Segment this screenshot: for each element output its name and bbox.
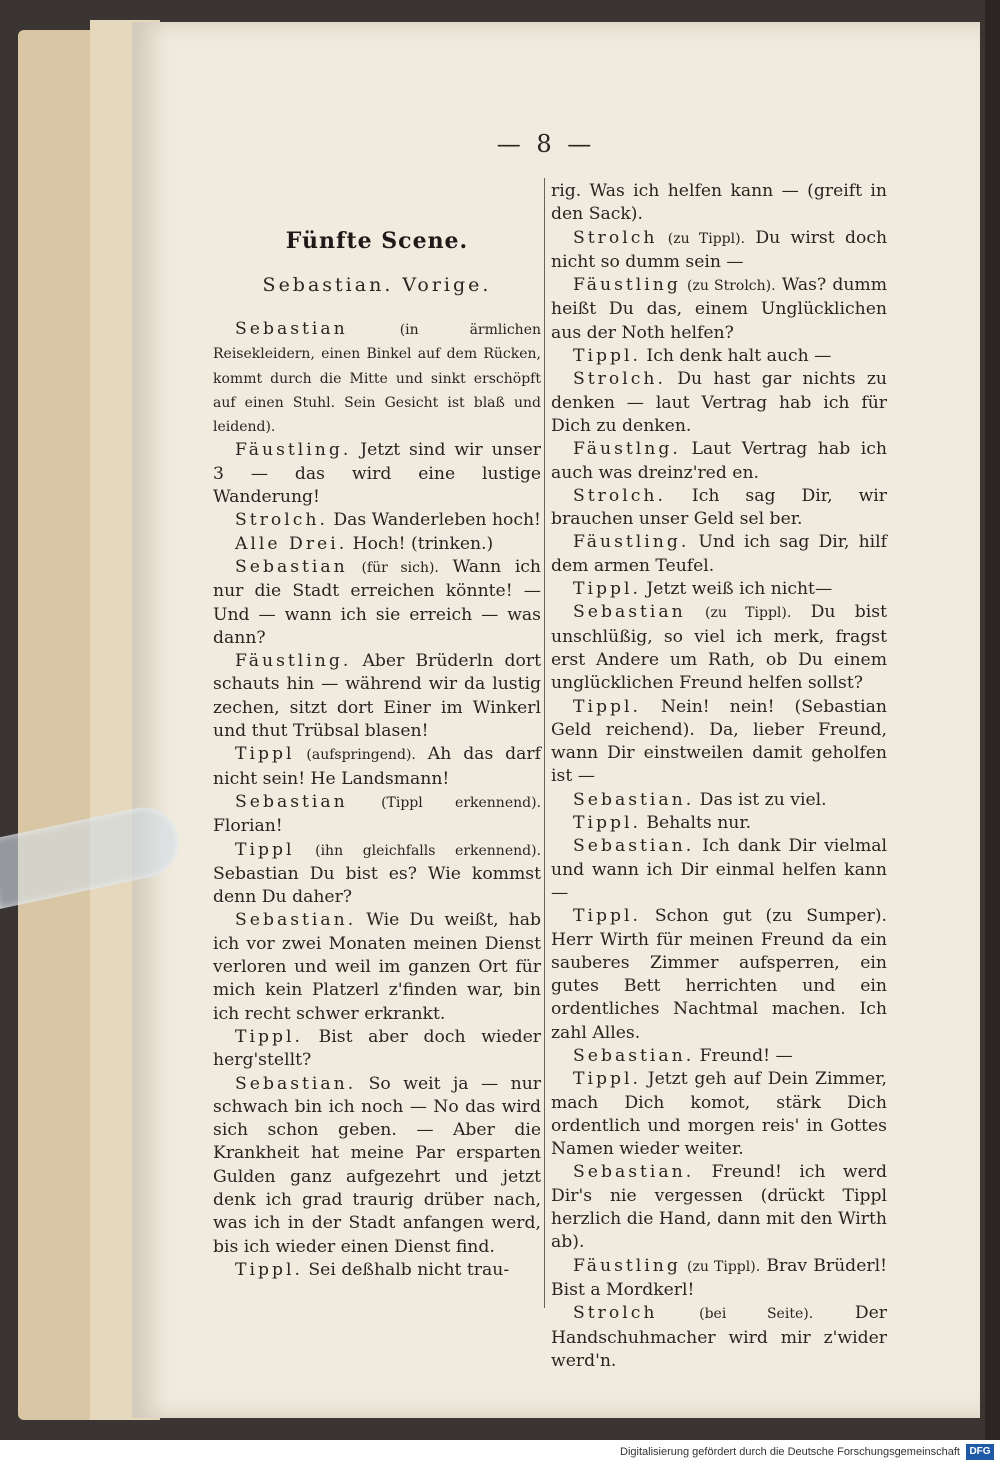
spoken-text: Florian!: [213, 816, 283, 837]
speaker-name: Tippl.: [235, 1259, 303, 1280]
stage-direction: (bei Seite).: [699, 1306, 814, 1323]
book-spine: [985, 0, 1000, 1440]
spoken-text: Schon gut (zu Sumper). Herr Wirth für meinen Freund da ein sauberes Zimmer aufsperren, ein gutes Bett herrichten und ein ordentliches Nachtmal machen. Ich zahl Alles.: [551, 906, 887, 1043]
column-divider: [544, 178, 545, 1308]
dialogue-line: [551, 368, 887, 438]
spoken-text: rig. Was ich helfen kann — (greift in den Sack).: [551, 181, 887, 225]
stage-direction: (zu Strolch).: [687, 278, 776, 295]
spoken-text: Du bist unschlüßig, so viel ich merk, fragst erst Andere um Rath, ob Du einem unglücklichen Freund helfen sollst?: [551, 602, 887, 694]
dialogue-line: [213, 509, 541, 532]
speaker-name: Alle Drei.: [235, 533, 348, 554]
speaker-name: Fäustling: [573, 1255, 681, 1276]
speaker-name: Tippl: [235, 744, 295, 765]
spoken-text: Ich sag Dir, wir brauchen unser Geld sel ber.: [551, 485, 887, 530]
dialogue-line: [551, 812, 887, 835]
dfg-logo: DFG: [966, 1444, 994, 1460]
spoken-text: Das Wanderleben hoch!: [333, 510, 541, 531]
dialogue-line: [551, 578, 887, 601]
right-column: [551, 180, 887, 1373]
speaker-name: Sebastian: [235, 791, 348, 812]
speaker-name: Tippl.: [573, 579, 641, 600]
speaker-name: Tippl.: [573, 813, 641, 834]
dialogue-line: [213, 650, 541, 743]
speaker-name: Sebastian.: [235, 910, 357, 931]
dialogue-line: [213, 909, 541, 1025]
page-number: — 8 —: [496, 130, 596, 158]
dialogue-line: [213, 1073, 541, 1259]
speaker-name: Sebastian.: [573, 836, 695, 857]
spoken-text: Laut Vertrag hab ich auch was dreinz'red en.: [551, 439, 887, 483]
stage-direction: (in ärmlichen Reisekleidern, einen Binkel auf dem Rücken, kommt durch die Mitte und sinkt erschöpft auf einen Stuhl. Sein Gesicht ist blaß und leidend).: [213, 322, 541, 436]
speaker-name: Strolch.: [573, 485, 666, 506]
spoken-text: Hoch! (trinken.): [352, 533, 494, 554]
dialogue-line: [551, 835, 887, 905]
dialogue-line: [213, 1026, 541, 1073]
speaker-name: Tippl.: [573, 696, 641, 717]
spoken-text: Jetzt sind wir unser 3 — das wird eine lustige Wanderung!: [213, 440, 541, 508]
dialogue-line: [551, 227, 887, 275]
speaker-name: Tippl.: [573, 346, 641, 367]
speaker-name: Tippl.: [573, 1069, 641, 1090]
dialogue-line: [551, 1302, 887, 1373]
dialogue-line: [213, 839, 541, 910]
spoken-text: So weit ja — nur schwach bin ich noch — No das wird sich schon geben. — Aber die Krankheit hat meine Par ersparten Gulden ganz aufgezehrt und jetzt denk ich grad traurig drüber nach, was ich in der Stadt anfangen werd, bis ich wieder einen Dienst find.: [213, 1073, 541, 1257]
spoken-text: Wann ich nur die Stadt erreichen könnte! — Und — wann ich sie erreich — was dann?: [213, 556, 542, 648]
dialogue-line: [551, 1045, 887, 1068]
speaker-name: Fäustlng.: [573, 439, 681, 460]
spoken-text: Jetzt weiß ich nicht—: [646, 579, 833, 600]
speaker-name: Sebastian: [573, 602, 686, 623]
stage-direction: (ihn gleichfalls erkennend).: [315, 842, 541, 859]
dialogue-line: [551, 345, 887, 368]
spoken-text: Jetzt geh auf Dein Zimmer, mach Dich komot, stärk Dich ordentlich und morgen reis' in Gottes Namen wieder weiter.: [551, 1069, 887, 1160]
speaker-name: Fäustling.: [235, 440, 352, 461]
dialogue-line: [551, 1255, 887, 1303]
spoken-text: Bist aber doch wieder herg'stellt?: [213, 1026, 541, 1071]
dialogue-line: [213, 439, 541, 509]
dialogue-line: [551, 905, 887, 1045]
speaker-name: Sebastian.: [235, 1073, 357, 1094]
spoken-text: Aber Brüderln dort schauts hin — während wir da lustig zechen, sitzt dort Einer im Winkerl und thut Trübsal blasen!: [213, 651, 541, 742]
speaker-name: Fäustling.: [235, 651, 352, 672]
speaker-name: Fäustling.: [573, 532, 690, 553]
stage-direction: (für sich).: [361, 559, 439, 576]
dialogue-line: [551, 274, 887, 345]
footer-credit: Digitalisierung gefördert durch die Deutsche Forschungsgemeinschaft: [620, 1446, 960, 1458]
dialogue-line: [551, 1161, 887, 1254]
spoken-text: Behalts nur.: [646, 813, 752, 834]
spoken-text: Du wirst doch nicht so dumm sein —: [551, 227, 888, 272]
speaker-name: Strolch: [573, 1303, 658, 1324]
speaker-name: Sebastian.: [573, 789, 695, 810]
speaker-name: Sebastian: [235, 319, 348, 339]
speaker-name: Sebastian.: [573, 1045, 695, 1066]
spoken-text: Was? dumm heißt Du das, einem Unglücklichen aus der Noth helfen?: [551, 275, 887, 343]
speaker-name: Strolch.: [573, 369, 666, 390]
dialogue-line: [551, 531, 887, 578]
speaker-name: Sebastian.: [573, 1162, 695, 1183]
spoken-text: Ich denk halt auch —: [646, 346, 832, 367]
dialogue-line: [213, 318, 541, 439]
spoken-text: Wie Du weißt, hab ich vor zwei Monaten meinen Dienst verloren und weil im ganzen Ort für mich kein Platzerl z'finden war, bin ich recht schwer erkrankt.: [213, 910, 541, 1024]
spoken-text: Sei deßhalb nicht trau-: [308, 1259, 510, 1280]
dialogue-line: [551, 789, 887, 812]
speaker-name: Strolch.: [235, 510, 328, 531]
spoken-text: Brav Brüderl! Bist a Mordkerl!: [551, 1255, 887, 1300]
scene-persons: Sebastian. Vorige.: [262, 274, 492, 296]
dialogue-line: [551, 438, 887, 485]
dialogue-line: [213, 1259, 541, 1282]
spoken-text: Das ist zu viel.: [699, 789, 827, 810]
spoken-text: Der Handschuhmacher wird mir z'wider werd'n.: [551, 1303, 887, 1371]
dialogue-line: [213, 556, 541, 650]
dialogue-line: [551, 696, 887, 789]
speaker-name: Strolch: [573, 227, 658, 248]
speaker-name: Tippl.: [235, 1026, 303, 1047]
stage-direction: (aufspringend).: [306, 747, 416, 764]
speaker-name: Tippl.: [573, 906, 641, 927]
dialogue-line: [551, 601, 887, 695]
scene-title: Fünfte Scene.: [285, 228, 469, 254]
spoken-text: Freund! ich werd Dir's nie vergessen (drückt Tippl herzlich die Hand, dann mit den Wirth ab).: [551, 1162, 887, 1253]
speaker-name: Fäustling: [573, 275, 681, 296]
dialogue-line: [551, 485, 887, 532]
spoken-text: Sebastian Du bist es? Wie kommst denn Du daher?: [213, 863, 541, 908]
speaker-name: Tippl: [235, 839, 295, 860]
spoken-text: Nein! nein! (Sebastian Geld reichend). Da, lieber Freund, wann Dir einstweilen damit geholfen ist —: [551, 696, 887, 787]
stage-direction: (zu Tippl).: [687, 1258, 761, 1275]
stage-direction: (Tippl erkennend).: [381, 794, 541, 811]
stage-direction: (zu Tippl).: [667, 230, 746, 247]
spoken-text: Freund! —: [699, 1045, 793, 1066]
spoken-text: Ah das darf nicht sein! He Landsmann!: [213, 744, 542, 789]
left-column: [213, 318, 541, 1282]
speaker-name: Sebastian: [235, 556, 348, 577]
dialogue-line: [551, 1068, 887, 1161]
dialogue-line: [213, 533, 541, 556]
spoken-text: Und ich sag Dir, hilf dem armen Teufel.: [551, 532, 887, 576]
spoken-text: Du hast gar nichts zu denken — laut Vertrag hab ich für Dich zu denken.: [551, 369, 887, 436]
dialogue-line: [213, 743, 541, 791]
spoken-text: Ich dank Dir vielmal und wann ich Dir einmal helfen kann —: [551, 836, 887, 903]
dialogue-line: [551, 180, 887, 227]
dialogue-line: [213, 791, 541, 839]
stage-direction: (zu Tippl).: [705, 605, 792, 622]
